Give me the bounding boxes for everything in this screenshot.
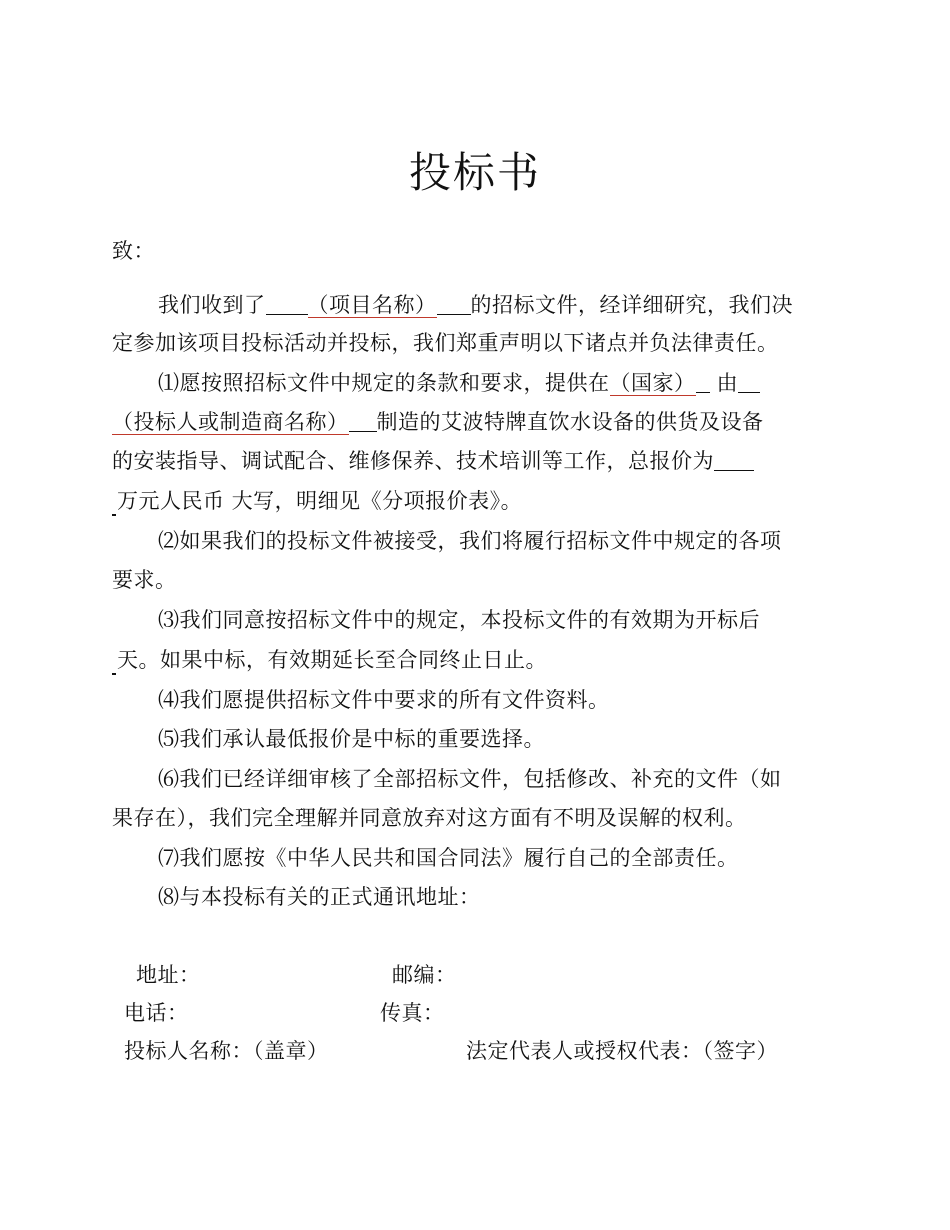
item6-line-1: ⑹我们已经详细审核了全部招标文件，包括修改、补充的文件（如 [158, 767, 782, 791]
item1-text-a: ⑴愿按照招标文件中规定的条款和要求，提供在 [158, 371, 610, 395]
intro-line-2: 定参加该项目投标活动并投标，我们郑重声明以下诸点并负法律责任。 [112, 331, 779, 355]
item4: ⑷我们愿提供招标文件中要求的所有文件资料。 [158, 688, 610, 712]
intro-text-a: 我们收到了 [158, 293, 266, 317]
blank-mark [112, 514, 116, 516]
item2-line-2: 要求。 [112, 568, 177, 592]
postcode-label: 邮编： [392, 963, 457, 987]
blank-field [738, 370, 760, 393]
salutation: 致： [112, 239, 155, 263]
item7: ⑺我们愿按《中华人民共和国合同法》履行自己的全部责任。 [158, 846, 739, 870]
item1-text-d: 的安装指导、调试配合、维修保养、技术培训等工作，总报价为 [112, 449, 714, 473]
item5: ⑸我们承认最低报价是中标的重要选择。 [158, 727, 545, 751]
project-name-placeholder: （项目名称） [307, 293, 437, 317]
bidder-name-label: 投标人名称：（盖章） [124, 1039, 329, 1063]
item1-line-3 [112, 446, 754, 476]
blank-field [349, 409, 377, 432]
item3-line-1 [158, 605, 760, 635]
blank-mark [112, 673, 116, 675]
country-placeholder: （国家） [609, 371, 696, 395]
manufacturer-placeholder: （投标人或制造商名称） [112, 410, 349, 434]
item1-text-b: 由 [709, 371, 739, 395]
item3-line-2: 天。如果中标，有效期延长至合同终止日止。 [117, 648, 547, 672]
blank-field [266, 292, 308, 315]
blank-field [437, 292, 471, 315]
phone-label: 电话： [124, 1001, 189, 1025]
total-price-blank [714, 448, 754, 471]
intro-line-1 [158, 290, 793, 320]
item1-text-c: 制造的艾波特牌直饮水设备的供货及设备 [376, 410, 764, 434]
item1-line-4: 万元人民币 大写，明细见《分项报价表》。 [117, 489, 523, 513]
fax-label: 传真： [380, 1001, 445, 1025]
blank-field [696, 370, 710, 393]
item1-line-2 [112, 407, 764, 437]
document-title: 投标书 [408, 148, 541, 197]
item2-line-1: ⑵如果我们的投标文件被接受，我们将履行招标文件中规定的各项 [158, 529, 782, 553]
item8: ⑻与本投标有关的正式通讯地址： [158, 885, 481, 909]
item3-text-a: ⑶我们同意按招标文件中的规定，本投标文件的有效期为开标后 [158, 608, 760, 632]
intro-text-b: 的招标文件，经详细研究，我们决 [470, 293, 793, 317]
representative-label: 法定代表人或授权代表：（签字） [466, 1039, 778, 1063]
item1-line-1 [158, 368, 760, 398]
item6-line-2: 果存在），我们完全理解并同意放弃对这方面有不明及误解的权利。 [112, 806, 747, 830]
address-label: 地址： [136, 963, 201, 987]
